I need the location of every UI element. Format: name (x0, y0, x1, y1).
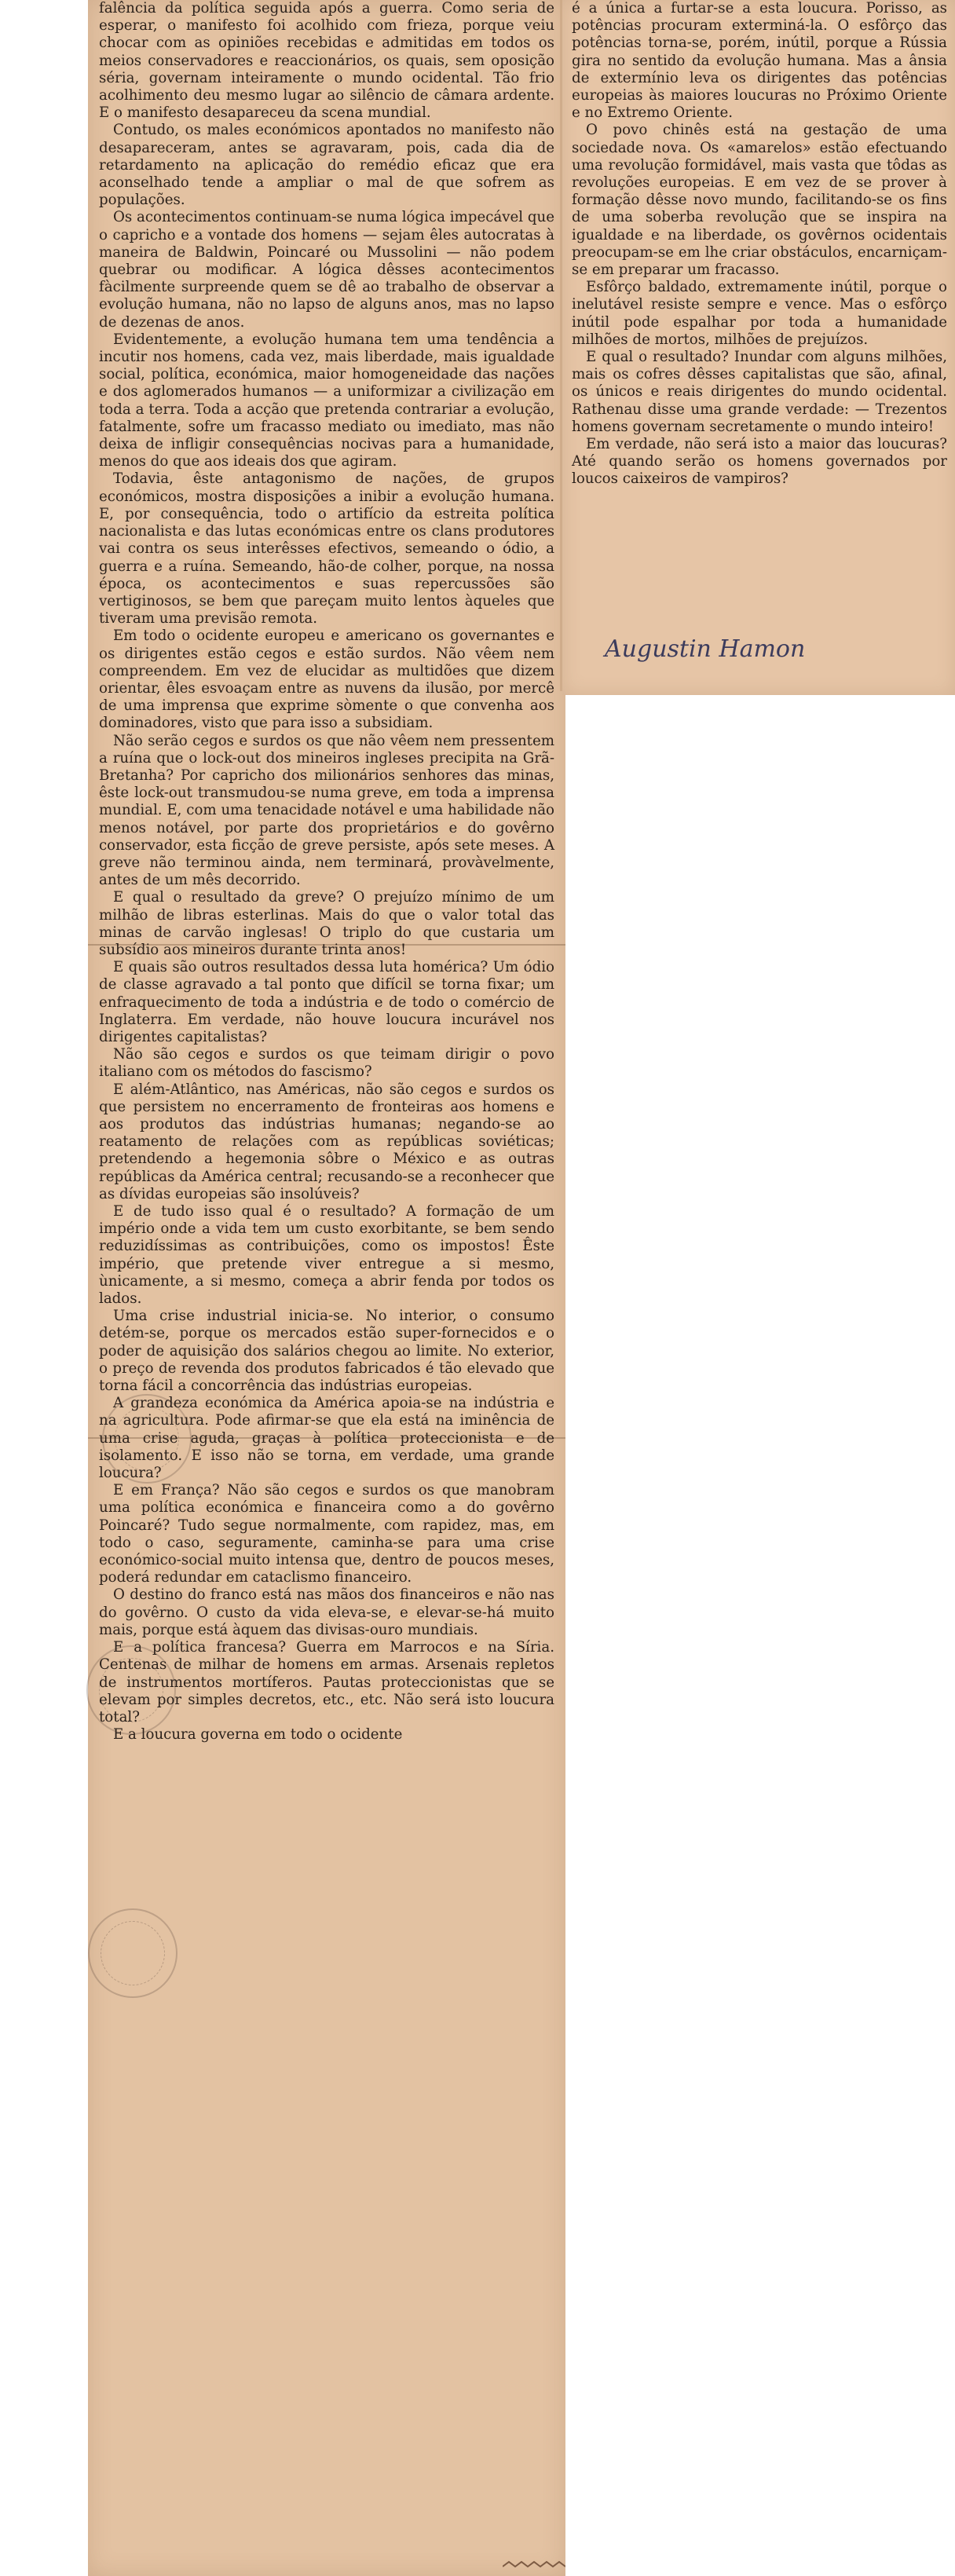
library-stamp-icon (88, 1908, 177, 1998)
column-gutter (560, 0, 562, 691)
article-paragraph: O destino do franco está nas mãos dos financeiros e não nas do govêrno. O custo da vida eleva-se, e elevar-se-há muito mais, porque está àquem das divisas-ouro mundiais. (99, 1586, 554, 1638)
article-paragraph: Em verdade, não será isto a maior das loucuras? Até quando serão os homens governados por loucos caixeiros de vampiros? (572, 436, 947, 488)
article-right-column (572, 0, 947, 488)
article-paragraph: E de tudo isso qual é o resultado? A formação de um império onde a vida tem um custo exorbitante, se bem sendo reduzidíssimas as contribuições, como os impostos! Êste império, que pretende viver entregue a si mesmo, ùnicamente, a si mesmo, começa a abrir fenda por todos os lados. (99, 1203, 554, 1308)
article-paragraph: Todavia, êste antagonismo de nações, de grupos económicos, mostra disposições a inibir a evolução humana. E, por consequência, todo o artifício da estreita política nacionalista e das lutas económicas entre os clans produtores vai contra os seus interêsses efectivos, semeando o ódio, a guerra e a ruína. Semeando, hão-de colher, porque, na nossa época, os acontecimentos e suas repercussões são vertiginosos, se bem que pareçam muito lentos àqueles que tiveram uma previsão remota. (99, 470, 554, 628)
article-paragraph: Evidentemente, a evolução humana tem uma tendência a incutir nos homens, cada vez, mais liberdade, mais igualdade social, política, económica, maior homogeneidade das nações e dos aglomerados humanos — a uniformizar a civilização em toda a terra. Toda a acção que pretenda contrariar a evolução, fatalmente, sofre um fracasso mediato ou imediato, mas não deixa de infligir consequências nocivas para a humanidade, menos do que aos ideais dos que agiram. (99, 331, 554, 470)
article-left-column (99, 0, 554, 1744)
article-paragraph: Esfôrço baldado, extremamente inútil, porque o inelutável resiste sempre e vence. Mas o esfôrço inútil pode espalhar por toda a humanidade milhões de mortos, milhões de prejuízos. (572, 279, 947, 348)
author-signature (605, 617, 935, 683)
article-paragraph: falência da política seguida após a guerra. Como seria de esperar, o manifesto foi acolhido com frieza, porque veiu chocar com as opiniões recebidas e admitidas em todos os meios conservadores e reaccionários, os quais, sem oposição séria, governam inteiramente o mundo ocidental. Tão frio acolhimento deu mesmo lugar ao silêncio de câmara ardente. E o manifesto desapareceu da scena mundial. (99, 0, 554, 122)
torn-edge-icon (503, 2560, 565, 2576)
article-paragraph: E qual o resultado? Inundar com alguns milhões, mais os cofres dêsses capitalistas que são, afinal, os únicos e reais dirigentes do mundo ocidental. Rathenau disse uma grande verdade: — Trezentos homens governam secretamente o mundo inteiro! (572, 349, 947, 435)
article-paragraph: Não serão cegos e surdos os que não vêem nem pressentem a ruína que o lock-out dos mineiros ingleses precipita na Grã-Bretanha? Por capricho dos milionários senhores das minas, êste lock-out transmudou-se numa greve, em toda a imprensa mundial. E, com uma tenacidade notável e uma habilidade não menos notável, por parte dos proprietários e do govêrno conservador, esta ficção de greve persiste, após sete meses. A greve não terminou ainda, nem terminará, provàvelmente, antes de um mês decorrido. (99, 732, 554, 889)
article-paragraph: Em todo o ocidente europeu e americano os governantes e os dirigentes estão cegos e estão surdos. Não vêem nem compreendem. Em vez de elucidar as multidões que dizem orientar, êles esvoaçam entre as nuvens da ilusão, por mercê de uma imprensa que exprime sòmente o que convenha aos dominadores, visto que para isso a subsidiam. (99, 628, 554, 732)
signature-text: Augustin Hamon (605, 635, 806, 663)
article-paragraph: Uma crise industrial inicia-se. No interior, o consumo detém-se, porque os mercados estão super-fornecidos e o poder de aquisição dos salários chegou ao limite. No exterior, o preço de revenda dos produtos fabricados é tão elevado que torna fácil a concorrência das indústrias europeias. (99, 1308, 554, 1395)
article-paragraph: Não são cegos e surdos os que teimam dirigir o povo italiano com os métodos do fascismo? (99, 1046, 554, 1081)
article-paragraph: A grandeza económica da América apoia-se na indústria e na agricultura. Pode afirmar-se que ela está na iminência de uma crise aguda, graças à política proteccionista e de isolamento. E isso não se torna, em verdade, uma grande loucura? (99, 1395, 554, 1482)
article-paragraph: Contudo, os males económicos apontados no manifesto não desapareceram, antes se agravaram, pois, cada dia de retardamento na aplicação do remédio eficaz que era aconselhado tende a ampliar o mal de que sofrem as populações. (99, 122, 554, 209)
article-paragraph: E além-Atlântico, nas Américas, não são cegos e surdos os que persistem no encerramento de fronteiras aos homens e aos produtos das indústrias humanas; negando-se ao reatamento de relações com as repúblicas soviéticas; pretendendo a hegemonia sôbre o México e as outras repúblicas da América central; recusando-se a reconhecer que as dívidas europeias são insolúveis? (99, 1081, 554, 1202)
article-paragraph: Os acontecimentos continuam-se numa lógica impecável que o capricho e a vontade dos homens — sejam êles autocratas à maneira de Baldwin, Poincaré ou Mussolini — não podem quebrar ou modificar. A lógica dêsses acontecimentos fàcilmente surpreende quem se dê ao trabalho de observar a evolução humana, não no lapso de alguns anos, mas no lapso de dezenas de anos. (99, 209, 554, 331)
article-paragraph: E a loucura governa em todo o ocidente (113, 1726, 403, 1744)
article-paragraph: E a política francesa? Guerra em Marrocos e na Síria. Centenas de milhar de homens em armas. Arsenais repletos de instrumentos mortíferos. Pautas proteccionistas que se elevam por simples decretos, etc., etc. Não será isto loucura total? (99, 1639, 554, 1725)
article-paragraph: E em França? Não são cegos e surdos os que manobram uma política económica e financeira como a do govêrno Poincaré? Tudo segue normalmente, com rapidez, mas, em todo o caso, seguramente, caminha-se para uma crise económico-social muito intensa que, dentro de poucos meses, poderá redundar em cataclismo financeiro. (99, 1482, 554, 1586)
article-paragraph: E qual o resultado da greve? O prejuízo mínimo de um milhão de libras esterlinas. Mais do que o valor total das minas de carvão inglesas! O triplo do que custaria um subsídio aos mineiros durante trinta anos! (99, 889, 554, 958)
article-paragraph: O povo chinês está na gestação de uma sociedade nova. Os «amarelos» estão efectuando uma revolução formidável, mais vasta que tôdas as revoluções europeias. E em vez de se prover à formação dêsse novo mundo, facilitando-se os fins de uma soberba revolução que se inspira na igualdade e na liberdade, os govêrnos ocidentais preocupam-se em lhe criar obstáculos, encarniçam-se em preparar um fracasso. (572, 122, 947, 279)
article-paragraph: E quais são outros resultados dessa luta homérica? Um ódio de classe agravado a tal ponto que difícil se torna fixar; um enfraquecimento de toda a indústria e de todo o comércio de Inglaterra. Em verdade, não houve loucura incurável nos dirigentes capitalistas? (99, 959, 554, 1045)
article-paragraph: é a única a furtar-se a esta loucura. Porisso, as potências procuram exterminá-la. O esfôrço das potências torna-se, porém, inútil, porque a Rússia gira no sentido da evolução humana. Mas a ânsia de extermínio leva os dirigentes das potências europeias às maiores loucuras no Próximo Oriente e no Extremo Oriente. (572, 0, 947, 122)
